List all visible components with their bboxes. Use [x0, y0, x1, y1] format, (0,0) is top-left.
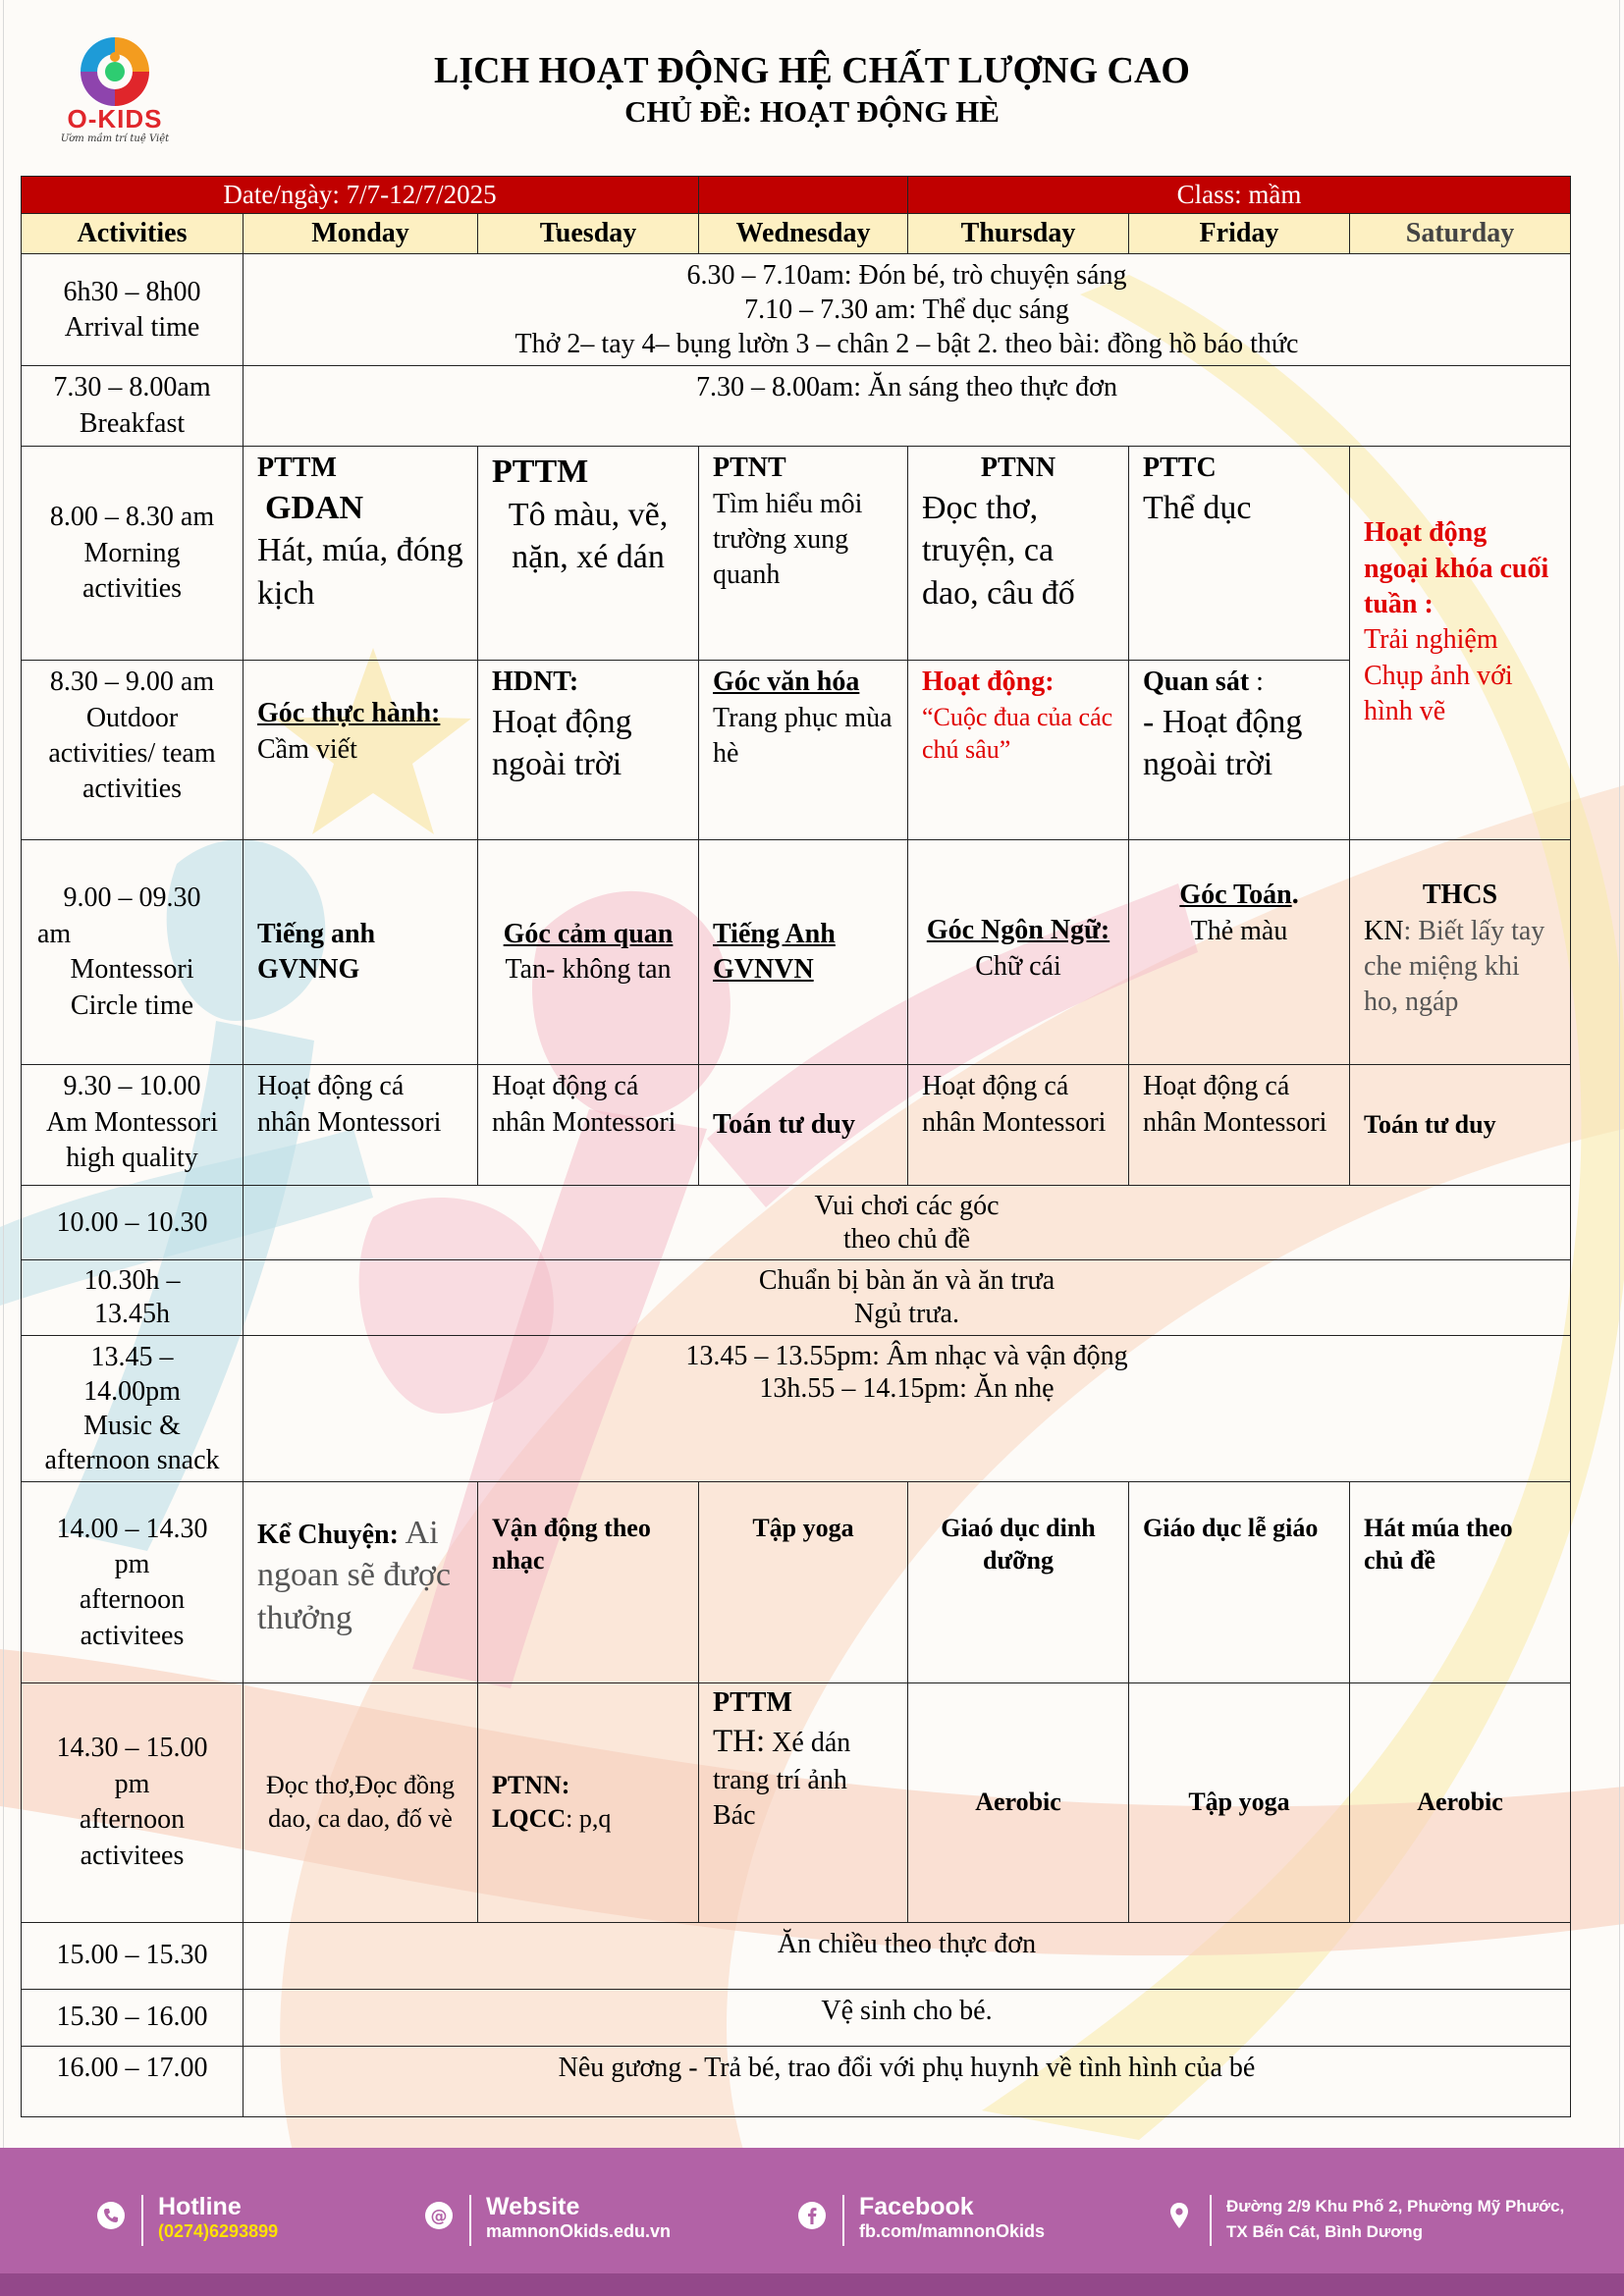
- time-label: afternoon: [79, 1804, 186, 1836]
- subject-code: PTNN: [980, 453, 1056, 484]
- outdoor-monday-cell: [244, 661, 478, 840]
- corner-title-colon: :: [1249, 667, 1264, 698]
- time-range: 14.00 – 14.30: [56, 1513, 208, 1544]
- circle-wednesday-cell: [699, 840, 908, 1065]
- hygiene-line: Vệ sinh cho bé.: [821, 1995, 993, 2026]
- time-cell: [22, 661, 244, 840]
- time-range-suffix: am: [37, 918, 72, 949]
- corner-title: Góc thực hành:: [257, 698, 441, 729]
- activity-text: Hoạt động ngoài trời: [492, 703, 632, 783]
- time-label: activities: [81, 572, 183, 604]
- subject-code: PTNT: [713, 453, 786, 484]
- activity-text: Ai ngoan sẽ được thưởng: [257, 1514, 451, 1636]
- logo-name: O-KIDS: [67, 104, 163, 133]
- table-row-breakfast: [22, 366, 1571, 447]
- time-cell: [22, 1682, 244, 1922]
- hotline-value[interactable]: (0274)6293899: [158, 2221, 279, 2241]
- website-label: Website: [486, 2193, 580, 2220]
- time-range: 15.00 – 15.30: [56, 1939, 208, 1970]
- lunch-cell: [244, 1260, 1571, 1335]
- time-cell: [22, 1186, 244, 1260]
- circle-tuesday-cell: [478, 840, 699, 1065]
- page-subtitle: CHỦ ĐỀ: HOẠT ĐỘNG HÈ: [624, 94, 1000, 129]
- hq-saturday-cell: Toán tư duy: [1350, 1065, 1571, 1186]
- time-label: afternoon snack: [44, 1444, 220, 1475]
- activity-text: Cầm viết: [257, 733, 357, 765]
- table-row-pickup: [22, 2046, 1571, 2116]
- time-cell: [22, 447, 244, 661]
- time-range: 8.30 – 9.00 am: [49, 667, 215, 698]
- col-header-tuesday: Tuesday: [478, 214, 699, 254]
- afternoon1-tuesday-cell: Vận động theo nhạc: [478, 1481, 699, 1682]
- subject-code: PTTM: [713, 1686, 792, 1718]
- at-icon: [424, 2201, 454, 2230]
- circle-friday-cell: [1129, 840, 1350, 1065]
- table-row-lunch: [22, 1260, 1571, 1335]
- hq-friday-cell: Hoạt động cá nhân Montessori: [1129, 1065, 1350, 1186]
- morning-wednesday-cell: [699, 447, 908, 661]
- time-cell: [22, 1922, 244, 1989]
- location-pin-icon: [1164, 2201, 1194, 2230]
- subject-code: PTNN:: [492, 1771, 570, 1800]
- activity-text: : Biết lấy tay che miệng khi ho, ngáp: [1364, 915, 1545, 1018]
- time-range: 10.00 – 10.30: [56, 1206, 208, 1238]
- col-header-saturday: Saturday: [1350, 214, 1571, 254]
- day-header-row: [22, 214, 1571, 254]
- dinner-line: Ăn chiều theo thực đơn: [777, 1928, 1037, 1959]
- afternoon1-wednesday-cell: Tập yoga: [699, 1481, 908, 1682]
- time-label: Am Montessori: [46, 1106, 218, 1138]
- time-cell: [22, 1989, 244, 2046]
- facebook-label: Facebook: [859, 2193, 974, 2220]
- time-label: Music &: [83, 1410, 181, 1441]
- corner-title: Tiếng anh GVNNG: [257, 918, 376, 986]
- date-label: Date/ngày: 7/7-12/7/2025: [22, 177, 699, 214]
- time-label: activitees: [80, 1840, 185, 1871]
- col-header-wednesday: Wednesday: [699, 214, 908, 254]
- skill-label: KN: [1364, 915, 1404, 946]
- subject-code: THCS: [1422, 880, 1498, 911]
- activity-label: TH:: [713, 1724, 766, 1760]
- corner-title-tail: .: [1291, 880, 1299, 911]
- music-line-1: 13.45 – 13.55pm: Âm nhạc và vận động: [685, 1340, 1128, 1371]
- outdoor-wednesday-cell: [699, 661, 908, 840]
- time-label: activities: [81, 774, 183, 805]
- afternoon1-friday-cell: Giáo dục lễ giáo: [1129, 1481, 1350, 1682]
- address-line-1: Đường 2/9 Khu Phố 2, Phường Mỹ Phước,: [1226, 2197, 1565, 2216]
- table-row-montessori-circle: [22, 840, 1571, 1065]
- facebook-icon: [797, 2201, 827, 2230]
- page-title: LỊCH HOẠT ĐỘNG HỆ CHẤT LƯỢNG CAO: [434, 50, 1190, 91]
- dinner-cell: [244, 1922, 1571, 1989]
- corner-title: Góc Toán: [1179, 880, 1292, 911]
- time-label: Morning: [83, 537, 181, 568]
- morning-monday-cell: [244, 447, 478, 661]
- time-range: 10.30h –: [83, 1265, 181, 1297]
- hq-tuesday-cell: Hoạt động cá nhân Montessori: [478, 1065, 699, 1186]
- pickup-cell: [244, 2046, 1571, 2116]
- arrival-line-1: 6.30 – 7.10am: Đón bé, trò chuyện sáng: [686, 260, 1127, 292]
- time-label: afternoon: [79, 1584, 186, 1616]
- corner-title: HDNT:: [492, 667, 579, 698]
- corner-title: Tiếng Anh GVNVN: [713, 918, 836, 986]
- footer-separator: [141, 2195, 143, 2246]
- corner-title: Góc Ngôn Ngữ:: [926, 915, 1110, 946]
- corner-title: Góc văn hóa: [713, 667, 860, 698]
- time-range-suffix: pm: [114, 1549, 150, 1580]
- activity-text: Tìm hiểu môi trường xung quanh: [713, 488, 863, 591]
- table-row-music: [22, 1335, 1571, 1481]
- website-value[interactable]: mamnonOkids.edu.vn: [486, 2221, 672, 2241]
- afternoon2-saturday-cell: Aerobic: [1350, 1682, 1571, 1922]
- time-label: activities/ team: [48, 738, 216, 770]
- time-range: 8.00 – 8.30 am: [49, 502, 215, 533]
- activity-text: Tô màu, vẽ, nặn, xé dán: [508, 496, 669, 576]
- time-label: Arrival time: [64, 311, 200, 343]
- breakfast-cell: [244, 366, 1571, 447]
- time-cell: [22, 2046, 244, 2116]
- logo-tagline: Ươm mầm trí tuệ Việt: [60, 133, 170, 144]
- arrival-line-3: Thở 2– tay 4– bụng lườn 3 – chân 2 – bật 2. theo bài: đồng hồ báo thức: [514, 329, 1299, 360]
- afternoon2-friday-cell: Tập yoga: [1129, 1682, 1350, 1922]
- activity-text: Thể dục: [1143, 489, 1252, 526]
- afternoon1-saturday-cell: Hát múa theo chủ đề: [1350, 1481, 1571, 1682]
- activity-text: Tan- không tan: [505, 954, 672, 986]
- activity-text: Trang phục mùa hè: [713, 702, 893, 770]
- afternoon1-monday-cell: [244, 1481, 478, 1682]
- time-range: 14.00pm: [83, 1375, 181, 1407]
- play-cell: [244, 1186, 1571, 1260]
- outdoor-thursday-cell: [908, 661, 1129, 840]
- subject-subcode: LQCC: [492, 1804, 567, 1834]
- time-cell: [22, 1481, 244, 1682]
- footer-separator: [1210, 2195, 1212, 2246]
- lunch-line-1: Chuẩn bị bàn ăn và ăn trưa: [758, 1265, 1056, 1297]
- time-range: 14.30 – 15.00: [56, 1733, 208, 1764]
- table-row-montessori-hq: [22, 1065, 1571, 1186]
- morning-thursday-cell: [908, 447, 1129, 661]
- pickup-line: Nêu gương - Trả bé, trao đổi với phụ huynh về tình hình của bé: [558, 2052, 1256, 2083]
- time-range: 9.00 – 09.30: [63, 882, 201, 914]
- activity-text: - Hoạt động ngoài trời: [1143, 703, 1303, 783]
- subject-code: PTTM: [492, 454, 589, 491]
- time-range: 7.30 – 8.00am: [53, 372, 211, 403]
- footer-separator: [469, 2195, 471, 2246]
- weekend-activity-title: Hoạt động ngoại khóa cuối tuần :: [1364, 517, 1549, 620]
- time-cell: [22, 840, 244, 1065]
- corner-title: Quan sát: [1143, 667, 1250, 698]
- table-row-morning: [22, 447, 1571, 661]
- footer-bottom-band: [0, 2273, 1624, 2296]
- contact-footer: [0, 2148, 1624, 2273]
- table-row-afternoon-2: [22, 1682, 1571, 1922]
- time-range: 9.30 – 10.00: [63, 1071, 201, 1102]
- subject-code: PTTM: [257, 453, 337, 484]
- hq-wednesday-cell: Toán tư duy: [699, 1065, 908, 1186]
- footer-separator: [842, 2195, 844, 2246]
- hq-monday-cell: Hoạt động cá nhân Montessori: [244, 1065, 478, 1186]
- activity-text: “Cuộc đua của các chú sâu”: [922, 702, 1113, 765]
- col-header-friday: Friday: [1129, 214, 1350, 254]
- time-range: 6h30 – 8h00: [63, 276, 201, 307]
- table-row-arrival: [22, 254, 1571, 366]
- schedule-table: [21, 176, 1571, 2117]
- activity-text: : p,q: [566, 1804, 612, 1834]
- music-line-2: 13h.55 – 14.15pm: Ăn nhẹ: [759, 1373, 1055, 1405]
- time-label: activitees: [80, 1620, 185, 1651]
- lunch-line-2: Ngủ trưa.: [854, 1299, 959, 1330]
- afternoon2-monday-cell: Đọc thơ,Đọc đồng dao, ca dao, đố vè: [244, 1682, 478, 1922]
- col-header-monday: Monday: [244, 214, 478, 254]
- time-label: Outdoor: [85, 702, 179, 733]
- class-label: Class: mầm: [908, 177, 1571, 214]
- morning-tuesday-cell: [478, 447, 699, 661]
- table-row-dinner: [22, 1922, 1571, 1989]
- hygiene-cell: [244, 1989, 1571, 2046]
- activity-text: Thẻ màu: [1190, 915, 1288, 946]
- afternoon1-thursday-cell: Giaó dục dinh dưỡng: [908, 1481, 1129, 1682]
- time-range: 13.45h: [94, 1299, 170, 1330]
- music-cell: [244, 1335, 1571, 1481]
- outdoor-friday-cell: [1129, 661, 1350, 840]
- activity-text: Xé dán trang trí ảnh Bác: [713, 1728, 851, 1832]
- table-row-outdoor: [22, 661, 1571, 840]
- activity-text: Đọc thơ, truyện, ca dao, câu đố: [922, 489, 1075, 612]
- phone-icon: [96, 2201, 126, 2230]
- table-row-afternoon-1: [22, 1481, 1571, 1682]
- table-row-hygiene: [22, 1989, 1571, 2046]
- time-range: 15.30 – 16.00: [56, 2001, 208, 2032]
- play-line-2: theo chủ đề: [842, 1223, 971, 1255]
- play-line-1: Vui chơi các góc: [814, 1191, 1000, 1222]
- corner-title: Hoạt động:: [922, 667, 1055, 698]
- time-cell: [22, 366, 244, 447]
- svg-text:@: @: [430, 2207, 448, 2226]
- time-cell: [22, 254, 244, 366]
- time-range: 13.45 –: [90, 1341, 174, 1372]
- time-cell: [22, 1260, 244, 1335]
- outdoor-tuesday-cell: [478, 661, 699, 840]
- hotline-label: Hotline: [158, 2193, 242, 2220]
- time-label: Circle time: [70, 989, 194, 1021]
- activity-text: Hát, múa, đóng kịch: [257, 532, 463, 612]
- circle-monday-cell: [244, 840, 478, 1065]
- table-row-play: [22, 1186, 1571, 1260]
- corner-title: Góc cảm quan: [503, 918, 674, 949]
- circle-saturday-cell: [1350, 840, 1571, 1065]
- circle-thursday-cell: [908, 840, 1129, 1065]
- time-range: 16.00 – 17.00: [56, 2052, 208, 2083]
- time-range-suffix: pm: [114, 1768, 150, 1799]
- table-header-row: [22, 177, 1571, 214]
- time-label: high quality: [66, 1143, 198, 1174]
- afternoon2-thursday-cell: Aerobic: [908, 1682, 1129, 1922]
- morning-friday-cell: [1129, 447, 1350, 661]
- arrival-line-2: 7.10 – 7.30 am: Thể dục sáng: [744, 294, 1069, 326]
- facebook-value[interactable]: fb.com/mamnonOkids: [859, 2221, 1046, 2241]
- weekend-activity-text: Trải nghiệm Chụp ảnh với hình vẽ: [1364, 624, 1513, 727]
- subject-code: PTTC: [1143, 453, 1217, 484]
- story-title: Kể Chuyện:: [257, 1519, 399, 1550]
- header-spacer-cell: [699, 177, 908, 214]
- time-cell: [22, 1065, 244, 1186]
- afternoon2-tuesday-cell: [478, 1682, 699, 1922]
- afternoon2-wednesday-cell: [699, 1682, 908, 1922]
- subject-subcode: GDAN: [265, 489, 364, 526]
- time-cell: [22, 1335, 244, 1481]
- hq-thursday-cell: Hoạt động cá nhân Montessori: [908, 1065, 1129, 1186]
- address-line-2: TX Bến Cát, Bình Dương: [1226, 2222, 1424, 2241]
- saturday-weekend-cell: [1350, 447, 1571, 840]
- activity-text: Chữ cái: [975, 950, 1061, 982]
- col-header-thursday: Thursday: [908, 214, 1129, 254]
- arrival-activities-cell: [244, 254, 1571, 366]
- time-label: Montessori: [70, 954, 194, 986]
- breakfast-line: 7.30 – 8.00am: Ăn sáng theo thực đơn: [696, 372, 1117, 403]
- col-header-activities: Activities: [22, 214, 244, 254]
- time-label: Breakfast: [79, 407, 186, 439]
